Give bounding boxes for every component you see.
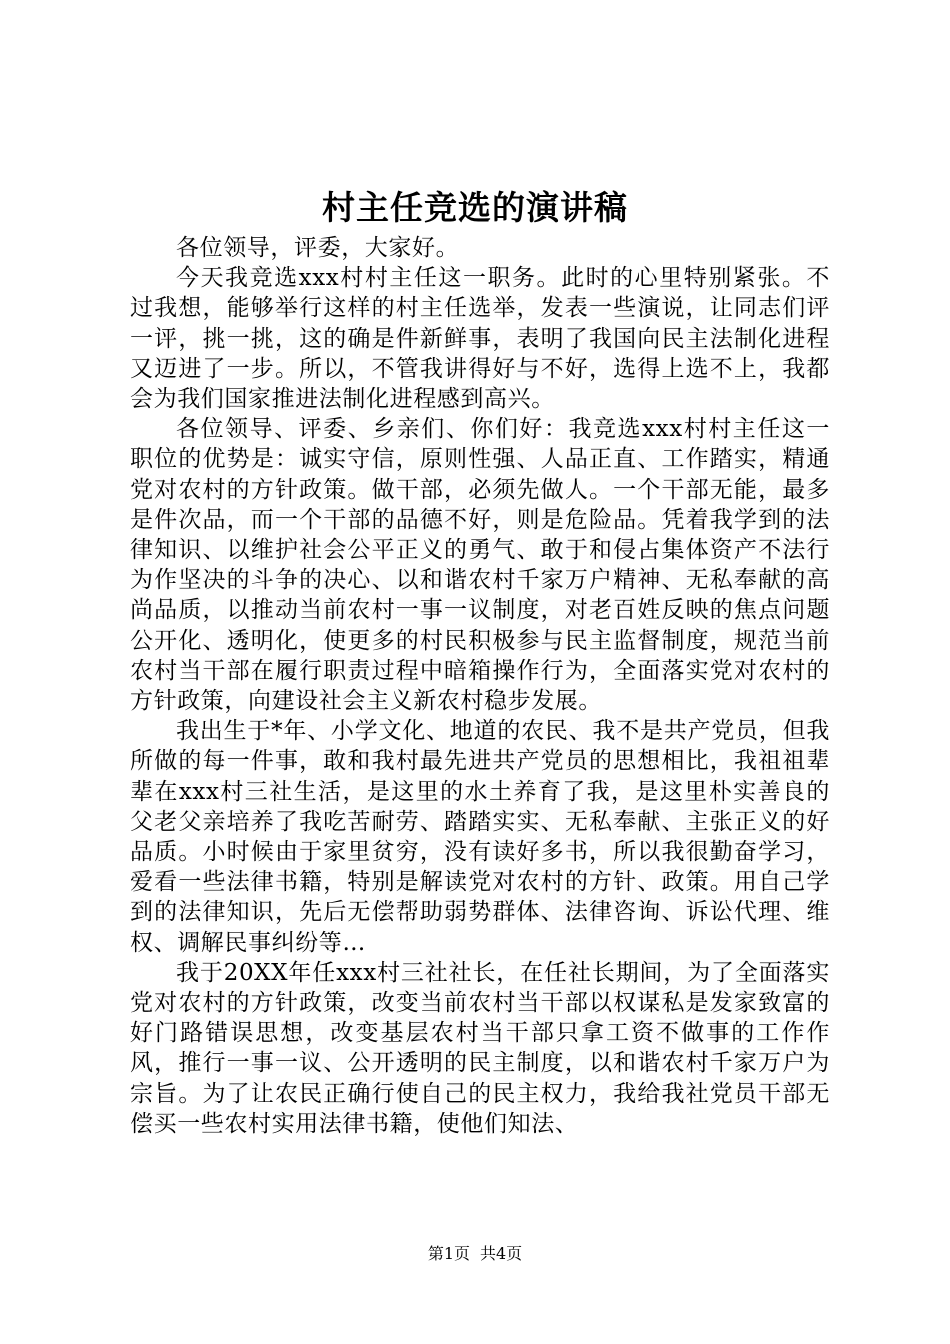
paragraph-greeting: 各位领导，评委，大家好。	[176, 235, 460, 261]
paragraph-strengths: 各位领导、评委、乡亲们、你们好：我竞选xxx村村主任这一职位的优势是：诚实守信，原则性强、人品正直、工作踏实，精通党对农村的方针政策。做干部，必须先做人。一个干部无能，最多是件次品，而一个干部的品德不好，则是危险品。凭着我学到的法律知识、以维护社会公平正义的勇气、敢于和侵占集体资产不法行为作坚决的斗争的决心、以和谐农村千家万户精神、无私奉献的高尚品质，以推动当前农村一事一议制度，对老百姓反映的焦点问题公开化、透明化，使更多的村民积极参与民主监督制度，规范当前农村当干部在履行职责过程中暗箱操作行为，全面落实党对农村的方针政策，向建设社会主义新农村稳步发展。	[130, 416, 830, 715]
document-title: 村主任竞选的演讲稿	[322, 188, 628, 227]
page-total: 共4页	[480, 1244, 523, 1263]
paragraph-intro: 今天我竞选xxx村村主任这一职务。此时的心里特别紧张。不过我想，能够举行这样的村主任选举，发表一些演说，让同志们评一评，挑一挑，这的确是件新鲜事，表明了我国向民主法制化进程又迈进了一步。所以，不管我讲得好与不好，选得上选不上，我都会为我们国家推进法制化进程感到高兴。	[130, 265, 830, 413]
paragraph-background: 我出生于*年、小学文化、地道的农民、我不是共产党员，但我所做的每一件事，敢和我村最先进共产党员的思想相比，我祖祖辈辈在xxx村三社生活，是这里的水土养育了我，是这里朴实善良的父老父亲培养了我吃苦耐劳、踏踏实实、无私奉献、主张正义的好品质。小时候由于家里贫穷，没有读好多书，所以我很勤奋学习，爱看一些法律书籍，特别是解读党对农村的方针、政策。用自己学到的法律知识，先后无偿帮助弱势群体、法律咨询、诉讼代理、维权、调解民事纠纷等…	[130, 718, 830, 956]
document-body	[130, 233, 830, 1139]
page-footer	[0, 1243, 950, 1265]
paragraph-experience: 我于20XX年任xxx村三社社长，在任社长期间，为了全面落实党对农村的方针政策，改变当前农村当干部以权谋私是发家致富的好门路错误思想，改变基层农村当干部只拿工资不做事的工作作风，推行一事一议、公开透明的民主制度，以和谐农村千家万户为宗旨。为了让农民正确行使自己的民主权力，我给我社党员干部无偿买一些农村实用法律书籍，使他们知法、	[130, 959, 830, 1137]
page-number: 第1页	[427, 1244, 470, 1263]
